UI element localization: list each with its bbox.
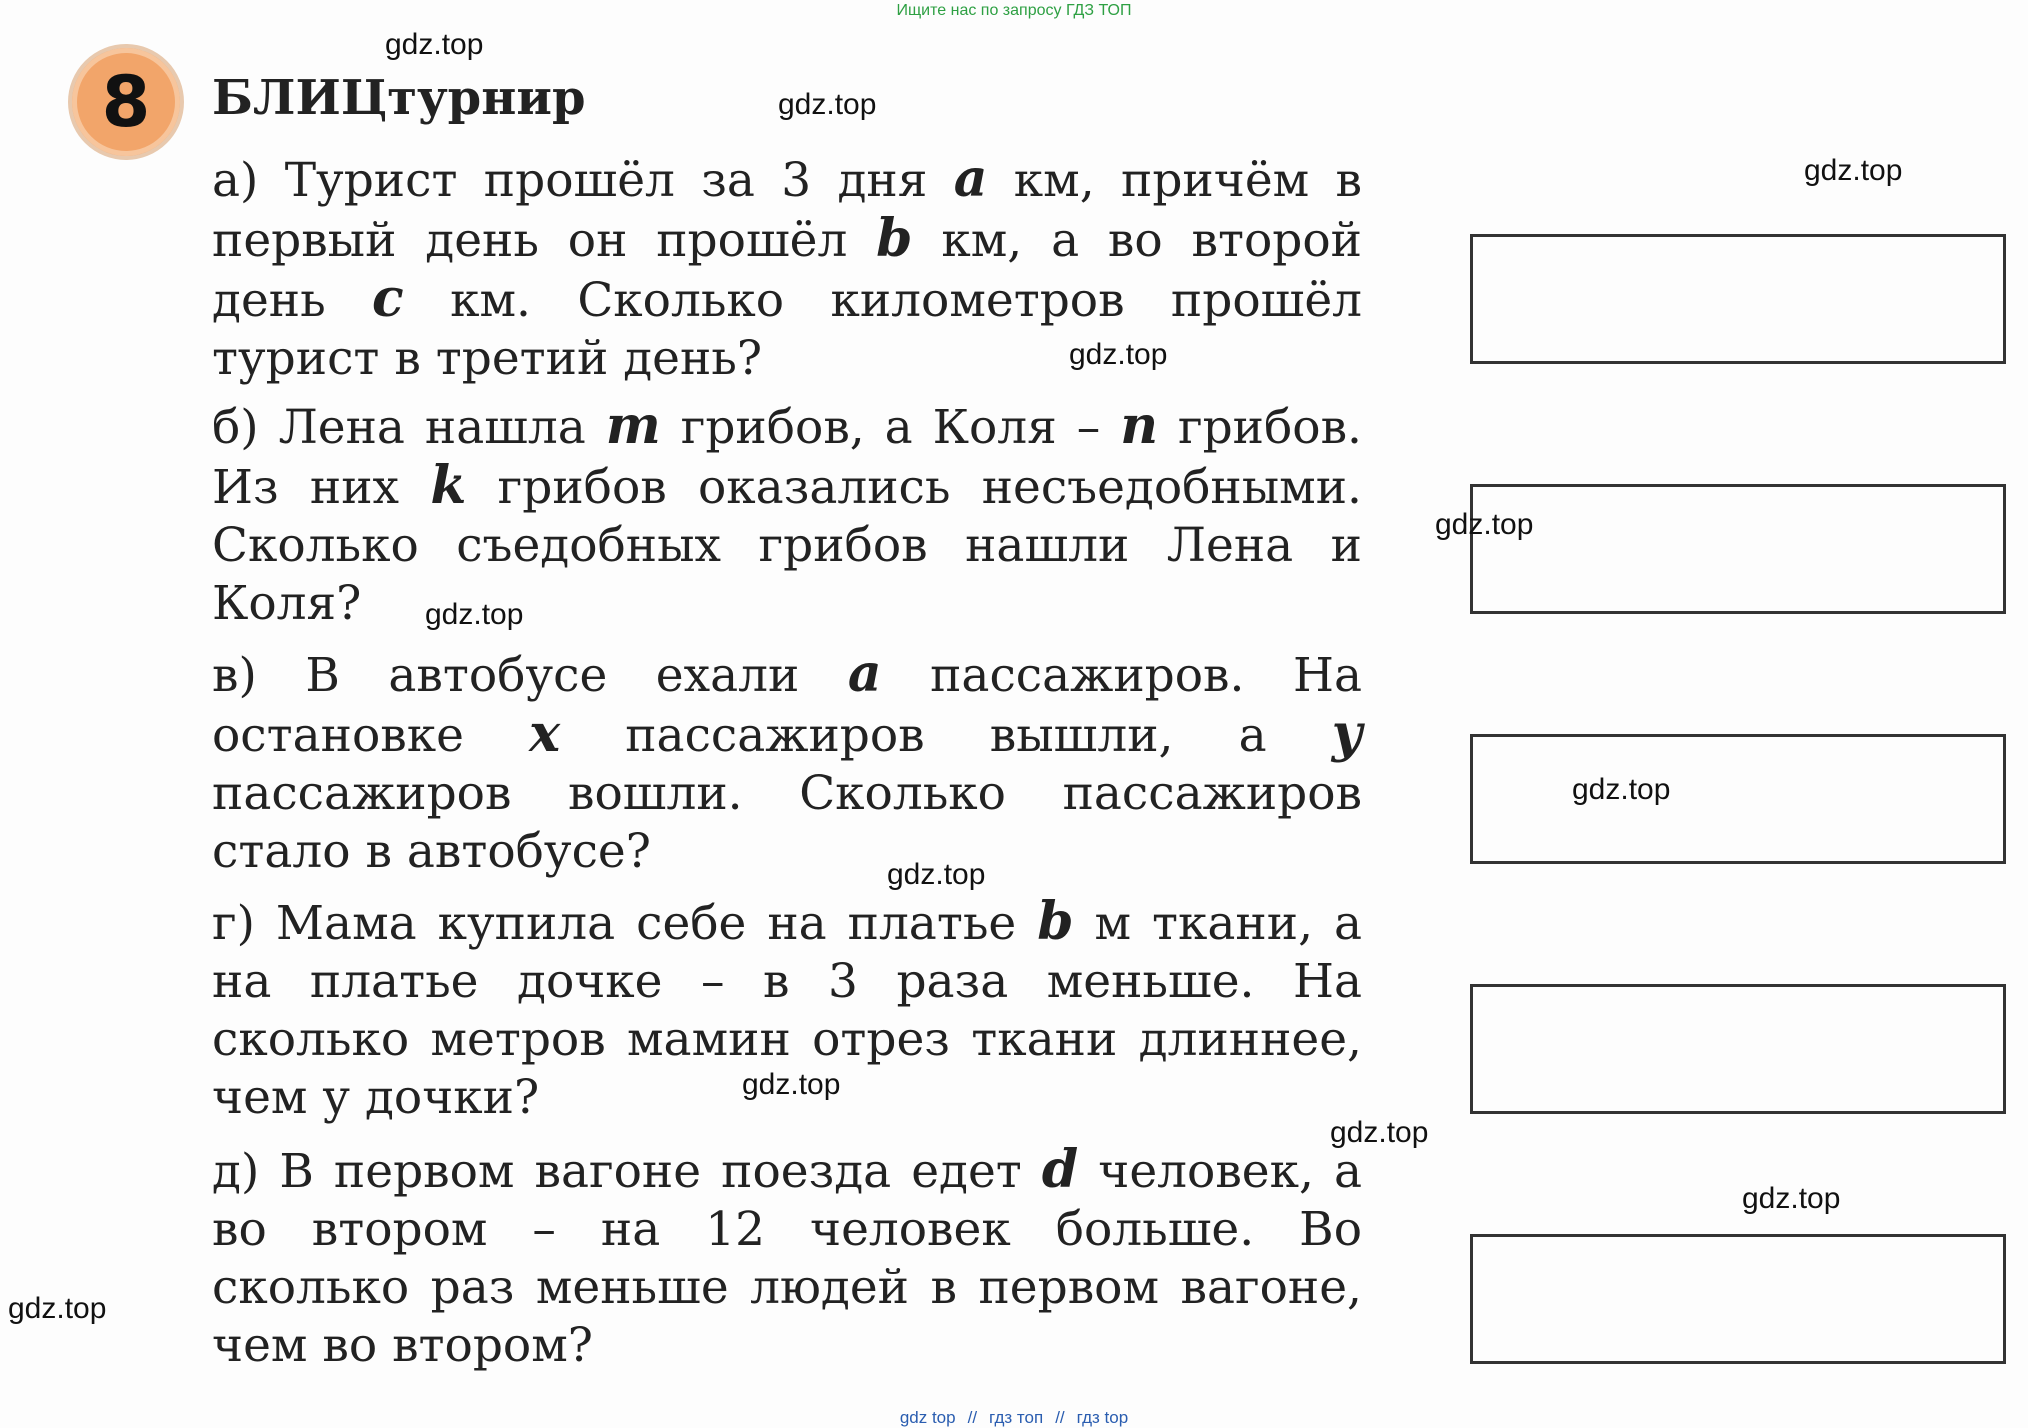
variable: m (605, 395, 661, 456)
variable: k (430, 455, 467, 516)
bottom-links (0, 1408, 2028, 1428)
problem-text: а) Турист прошёл за 3 дня (212, 153, 954, 208)
problem-text: грибов, а Коля – (660, 400, 1121, 455)
problem-text: пассажиров. На остановке (212, 648, 1362, 763)
variable: d (1041, 1139, 1079, 1200)
problem-text: пассажиров вошли. Сколько пассажиров стало в автобусе? (212, 766, 1362, 879)
problem-d (212, 1141, 1362, 1375)
watermark: gdz.top (1804, 154, 1903, 187)
watermark: gdz.top (742, 1068, 841, 1101)
problem-text: человек, а во втором – на 12 человек больше. Во сколько раз меньше людей в первом вагоне, чем во втором? (212, 1144, 1362, 1373)
footer-separator: // (1055, 1408, 1065, 1427)
watermark: gdz.top (425, 598, 524, 631)
problem-text: в) В автобусе ехали (212, 648, 848, 703)
variable: a (953, 148, 988, 209)
variable: b (1037, 891, 1074, 952)
problem-text: м ткани, а на платье дочке – в 3 раза меньше. На сколько метров мамин отрез ткани длиннее, чем у дочки? (212, 896, 1363, 1125)
problem-text: грибов оказались несъедобными. Сколько съедобных грибов нашли Лена и Коля? (212, 460, 1362, 631)
answer-box-g[interactable] (1470, 984, 2006, 1114)
answer-box-a[interactable] (1470, 234, 2006, 364)
watermark: gdz.top (1330, 1116, 1429, 1149)
answer-box-d[interactable] (1470, 1234, 2006, 1364)
watermark: gdz.top (1572, 773, 1671, 806)
footer-separator: // (967, 1408, 978, 1427)
watermark: gdz.top (1069, 338, 1168, 371)
variable: b (876, 208, 913, 269)
variable: x (529, 703, 561, 764)
problem-text: б) Лена нашла (212, 400, 606, 455)
problem-b (212, 397, 1362, 633)
answer-box-b[interactable] (1470, 484, 2006, 614)
watermark: gdz.top (8, 1292, 107, 1325)
problem-text: км, а во второй день (212, 213, 1362, 328)
problem-text: км. Сколько километров прошёл турист в третий день? (212, 273, 1362, 386)
footer-link[interactable]: гдз top (1076, 1408, 1129, 1427)
problem-v (212, 645, 1362, 881)
variable: a (847, 643, 882, 704)
footer-link[interactable]: гдз топ (989, 1408, 1044, 1427)
watermark: gdz.top (778, 88, 877, 121)
watermark: gdz.top (1435, 508, 1534, 541)
problem-text: км, причём в первый день он прошёл (212, 153, 1362, 268)
problem-text: г) Мама купила себе на платье (212, 896, 1038, 951)
problem-text: д) В первом вагоне поезда едет (212, 1144, 1042, 1199)
watermark: gdz.top (1742, 1182, 1841, 1215)
task-title: БЛИЦтурнир (212, 70, 586, 126)
task-number-badge: 8 (68, 44, 184, 160)
variable: n (1120, 395, 1159, 456)
watermark: gdz.top (887, 858, 986, 891)
top-notice: Ищите нас по запросу ГДЗ ТОП (896, 2, 1132, 19)
problem-a (212, 150, 1362, 388)
problem-text: пассажиров вышли, а (560, 708, 1332, 763)
footer-link[interactable]: gdz top (899, 1408, 956, 1427)
variable: y (1331, 703, 1362, 764)
variable: c (372, 268, 404, 329)
problem-text: грибов. Из них (212, 400, 1362, 515)
watermark: gdz.top (385, 28, 484, 61)
answer-box-v[interactable] (1470, 734, 2006, 864)
